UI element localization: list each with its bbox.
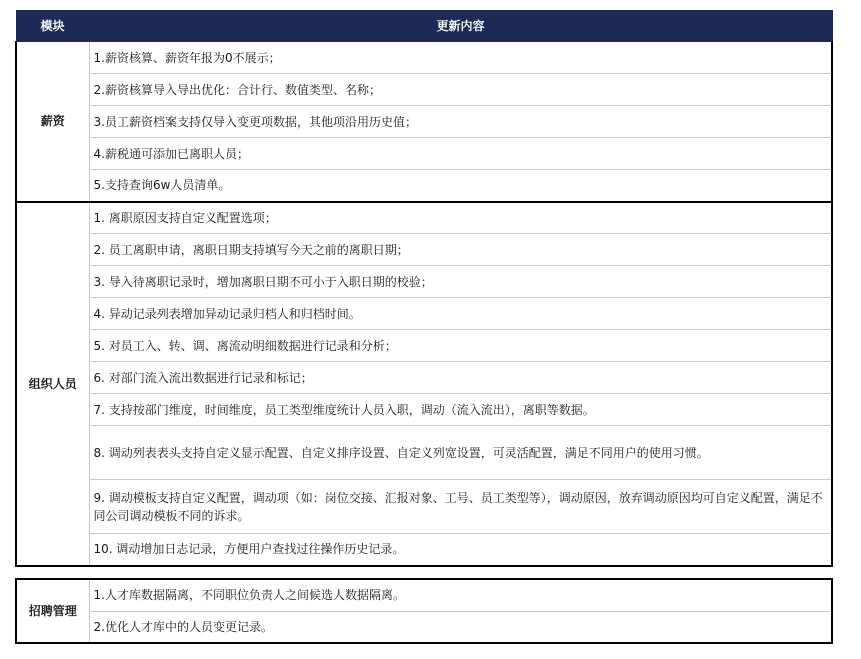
salary-item-4: 4.薪税通可添加已离职人员； (89, 138, 832, 170)
table-row (16, 266, 832, 298)
recruit-item-2: 2.优化人才库中的人员变更记录。 (89, 611, 832, 643)
table-row (16, 106, 832, 138)
salary-item-2: 2.薪资核算导入导出优化：合计行、数值类型、名称； (89, 74, 832, 106)
salary-item-5: 5.支持查询6w人员清单。 (89, 170, 832, 202)
module-recruitment: 招聘管理 (16, 579, 89, 643)
table-row (16, 534, 832, 566)
table-row (16, 480, 832, 534)
org-item-1: 1. 离职原因支持自定义配置选项； (89, 202, 832, 234)
org-item-2: 2. 员工离职申请，离职日期支持填写今天之前的离职日期； (89, 234, 832, 266)
table-row (16, 611, 832, 643)
table-row (16, 202, 832, 234)
header-module: 模块 (16, 11, 89, 42)
table-row (16, 394, 832, 426)
table-row (16, 298, 832, 330)
salary-item-1: 1.薪资核算、薪资年报为0不展示； (89, 42, 832, 74)
table-row (16, 330, 832, 362)
org-item-9: 9. 调动模板支持自定义配置，调动项（如：岗位交接、汇报对象、工号、员工类型等），调动原因，放弃调动原因均可自定义配置，满足不同公司调动模板不同的诉求。 (89, 480, 832, 534)
table-row (16, 42, 832, 74)
salary-item-3: 3.员工薪资档案支持仅导入变更项数据，其他项沿用历史值； (89, 106, 832, 138)
org-item-3: 3. 导入待离职记录时，增加离职日期不可小于入职日期的校验； (89, 266, 832, 298)
org-item-5: 5. 对员工入、转、调、离流动明细数据进行记录和分析； (89, 330, 832, 362)
org-item-8: 8. 调动列表表头支持自定义显示配置、自定义排序设置、自定义列宽设置，可灵活配置，满足不同用户的使用习惯。 (89, 426, 832, 480)
table-row (16, 74, 832, 106)
table-row (16, 138, 832, 170)
org-item-4: 4. 异动记录列表增加异动记录归档人和归档时间。 (89, 298, 832, 330)
module-org-personnel: 组织人员 (16, 202, 89, 566)
org-item-7: 7. 支持按部门维度，时间维度，员工类型维度统计人员入职，调动（流入流出），离职等数据。 (89, 394, 832, 426)
header-content: 更新内容 (89, 11, 832, 42)
org-item-6: 6. 对部门流入流出数据进行记录和标记； (89, 362, 832, 394)
table-row (16, 170, 832, 202)
table-row (16, 234, 832, 266)
table-row (16, 426, 832, 480)
table-row (16, 579, 832, 611)
module-salary: 薪资 (16, 42, 89, 202)
table-header-row (16, 11, 832, 42)
recruitment-table (15, 578, 833, 644)
org-item-10: 10. 调动增加日志记录，方便用户查找过往操作历史记录。 (89, 534, 832, 566)
table-row (16, 362, 832, 394)
update-table (15, 10, 833, 567)
recruit-item-1: 1.人才库数据隔离，不同职位负责人之间候选人数据隔离。 (89, 579, 832, 611)
